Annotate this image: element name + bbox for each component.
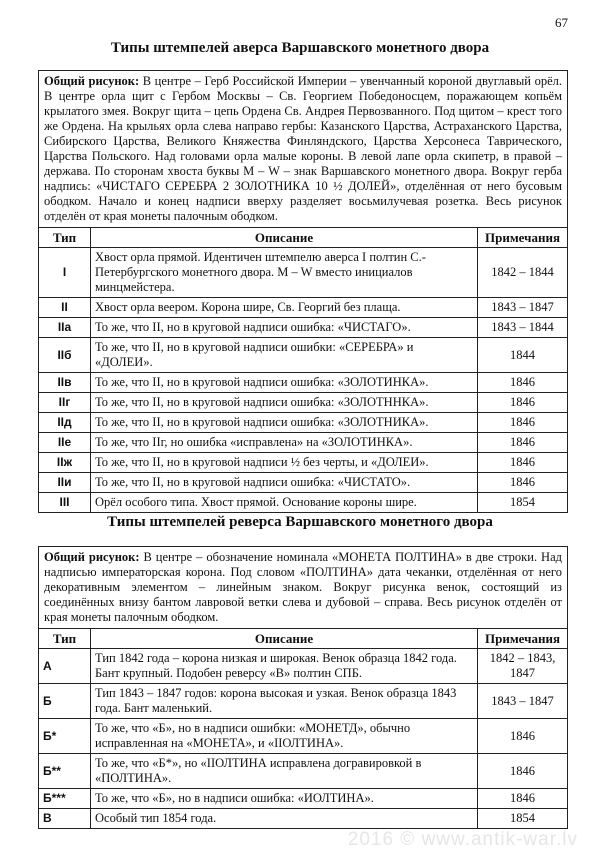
type-cell: А	[39, 649, 91, 684]
table-row	[39, 809, 568, 829]
notes-cell: 1843 – 1844	[478, 318, 568, 338]
table-header-row	[39, 228, 568, 248]
type-cell: I	[39, 248, 91, 298]
notes-cell: 1846	[478, 393, 568, 413]
description-column-header: Описание	[91, 629, 478, 649]
table-row	[39, 789, 568, 809]
page-number: 67	[555, 15, 568, 30]
table-row	[39, 684, 568, 719]
description-cell: Тип 1842 года – корона низкая и широкая. Венок образца 1842 года. Бант крупный. Подобен реверсу «В» полтин СПБ.	[91, 649, 478, 684]
obverse-title: Типы штемпелей аверса Варшавского монетного двора	[110, 40, 490, 56]
type-cell: IIж	[39, 453, 91, 473]
obverse-types-table	[38, 227, 568, 513]
table-row	[39, 393, 568, 413]
description-cell: Орёл особого типа. Хвост прямой. Основание короны шире.	[91, 493, 478, 513]
table-row	[39, 318, 568, 338]
reverse-general-text: В центре – обозначение номинала «МОНЕТА ПОЛТИНА» в две строки. Над надписью императорская корона. Под словом «ПОЛТИНА» дата чеканки, отделённая от него декоративным элементом – линейным знаком. Вокруг рисунка венок, состоящий из соединённых внизу бантом лавровой ветки слева и дубовой – справа. Весь рисунок отделён от края монеты палочным ободком.	[44, 550, 562, 624]
type-cell: IIа	[39, 318, 91, 338]
description-cell: То же, что II, но в круговой надписи ошибка: «ЗОЛОТННКА».	[91, 393, 478, 413]
description-cell: То же, что «Б*», но «IIОЛТИНА исправлена догравировкой в «ПОЛТИНА».	[91, 754, 478, 789]
table-row	[39, 649, 568, 684]
notes-cell: 1854	[478, 809, 568, 829]
reverse-section	[38, 546, 568, 829]
obverse-general-table	[38, 70, 568, 228]
description-cell: То же, что II, но в круговой надписи ошибки: «СЕРЕБРА» и «ДОЛЕИ».	[91, 338, 478, 373]
obverse-general-description	[39, 71, 568, 228]
reverse-general-description	[39, 547, 568, 629]
reverse-general-table	[38, 546, 568, 629]
type-cell: II	[39, 298, 91, 318]
description-cell: То же, что II, но в круговой надписи ошибка: «ЧИСТАТО».	[91, 473, 478, 493]
type-cell: Б	[39, 684, 91, 719]
table-row	[39, 719, 568, 754]
reverse-title: Типы штемпелей реверса Варшавского монетного двора	[107, 514, 493, 530]
table-row	[39, 493, 568, 513]
type-cell: III	[39, 493, 91, 513]
description-cell: Хвост орла веером. Корона шире, Св. Георгий без плаща.	[91, 298, 478, 318]
type-column-header: Тип	[39, 629, 91, 649]
table-row	[39, 298, 568, 318]
type-cell: В	[39, 809, 91, 829]
notes-cell: 1843 – 1847	[478, 684, 568, 719]
table-row	[39, 373, 568, 393]
notes-cell: 1844	[478, 338, 568, 373]
notes-cell: 1842 – 1844	[478, 248, 568, 298]
type-cell: Б***	[39, 789, 91, 809]
table-row	[39, 453, 568, 473]
description-cell: То же, что IIг, но ошибка «исправлена» на «ЗОЛОТИНКА».	[91, 433, 478, 453]
description-cell: То же, что «Б», но в надписи ошибки: «МОНЕТД», обычно исправленная на «МОНЕТА», и «IIОЛТИНА».	[91, 719, 478, 754]
type-cell: IIд	[39, 413, 91, 433]
obverse-general-text: В центре – Герб Российской Империи – увенчанный короной двуглавый орёл. В центре орла щит с Гербом Москвы – Св. Георгием Победоносцем, поражающем копьём крылатого змея. Вокруг щита – цепь Ордена Св. Андрея Первозванного. Под щитом – крест того же Ордена. На крыльях орла слева направо гербы: Казанского Царства, Астраханского Царства, Сибирского Царства, Великого Княжества Финляндского, Царства Херсонеса Таврического, Царства Польского. Над головами орла малые короны. В левой лапе орла скипетр, в правой – держава. По сторонам хвоста буквы M – W – знак Варшавского монетного двора. Вокруг герба надпись: «ЧИСТАГО СЕРЕБРА 2 ЗОЛОТНИКА 10 ½ ДОЛЕЙ», отделённая от него бусовым ободком. Начало и конец надписи вверху разделяет восьмилучевая розетка. Весь рисунок отделён от края монеты палочным ободком.	[44, 74, 562, 223]
notes-cell: 1846	[478, 719, 568, 754]
type-cell: IIг	[39, 393, 91, 413]
reverse-types-table	[38, 628, 568, 829]
reverse-general-lead: Общий рисунок:	[44, 550, 140, 564]
table-row	[39, 338, 568, 373]
notes-cell: 1843 – 1847	[478, 298, 568, 318]
description-cell: То же, что II, но в круговой надписи ошибка: «ЗОЛОТНИКА».	[91, 413, 478, 433]
notes-cell: 1846	[478, 473, 568, 493]
notes-cell: 1846	[478, 413, 568, 433]
obverse-general-lead: Общий рисунок:	[44, 74, 140, 88]
obverse-section	[38, 70, 568, 513]
description-cell: Тип 1843 – 1847 годов: корона высокая и узкая. Венок образца 1843 года. Бант маленький.	[91, 684, 478, 719]
notes-cell: 1846	[478, 453, 568, 473]
table-row	[39, 433, 568, 453]
description-cell: То же, что II, но в круговой надписи ½ без черты, и «ДОЛЕИ».	[91, 453, 478, 473]
watermark: 2016 © www.antik-war.lv	[347, 829, 578, 850]
notes-cell: 1854	[478, 493, 568, 513]
type-cell: IIб	[39, 338, 91, 373]
notes-cell: 1842 – 1843, 1847	[478, 649, 568, 684]
type-cell: IIи	[39, 473, 91, 493]
notes-cell: 1846	[478, 433, 568, 453]
notes-column-header: Примечания	[478, 629, 568, 649]
table-row	[39, 754, 568, 789]
description-cell: Особый тип 1854 года.	[91, 809, 478, 829]
type-cell: Б**	[39, 754, 91, 789]
description-cell: То же, что «Б», но в надписи ошибка: «ИОЛТИНА».	[91, 789, 478, 809]
notes-cell: 1846	[478, 754, 568, 789]
type-cell: Б*	[39, 719, 91, 754]
table-header-row	[39, 629, 568, 649]
type-cell: IIв	[39, 373, 91, 393]
description-cell: Хвост орла прямой. Идентичен штемпелю аверса I полтин С.-Петербургского монетного двора. M – W вместо инициалов минцмейстера.	[91, 248, 478, 298]
table-row	[39, 248, 568, 298]
notes-cell: 1846	[478, 373, 568, 393]
notes-column-header: Примечания	[478, 228, 568, 248]
description-column-header: Описание	[91, 228, 478, 248]
notes-cell: 1846	[478, 789, 568, 809]
description-cell: То же, что II, но в круговой надписи ошибка: «ЗОЛОТИНКА».	[91, 373, 478, 393]
table-row	[39, 413, 568, 433]
description-cell: То же, что II, но в круговой надписи ошибка: «ЧИСТАГО».	[91, 318, 478, 338]
table-row	[39, 473, 568, 493]
type-column-header: Тип	[39, 228, 91, 248]
type-cell: IIе	[39, 433, 91, 453]
